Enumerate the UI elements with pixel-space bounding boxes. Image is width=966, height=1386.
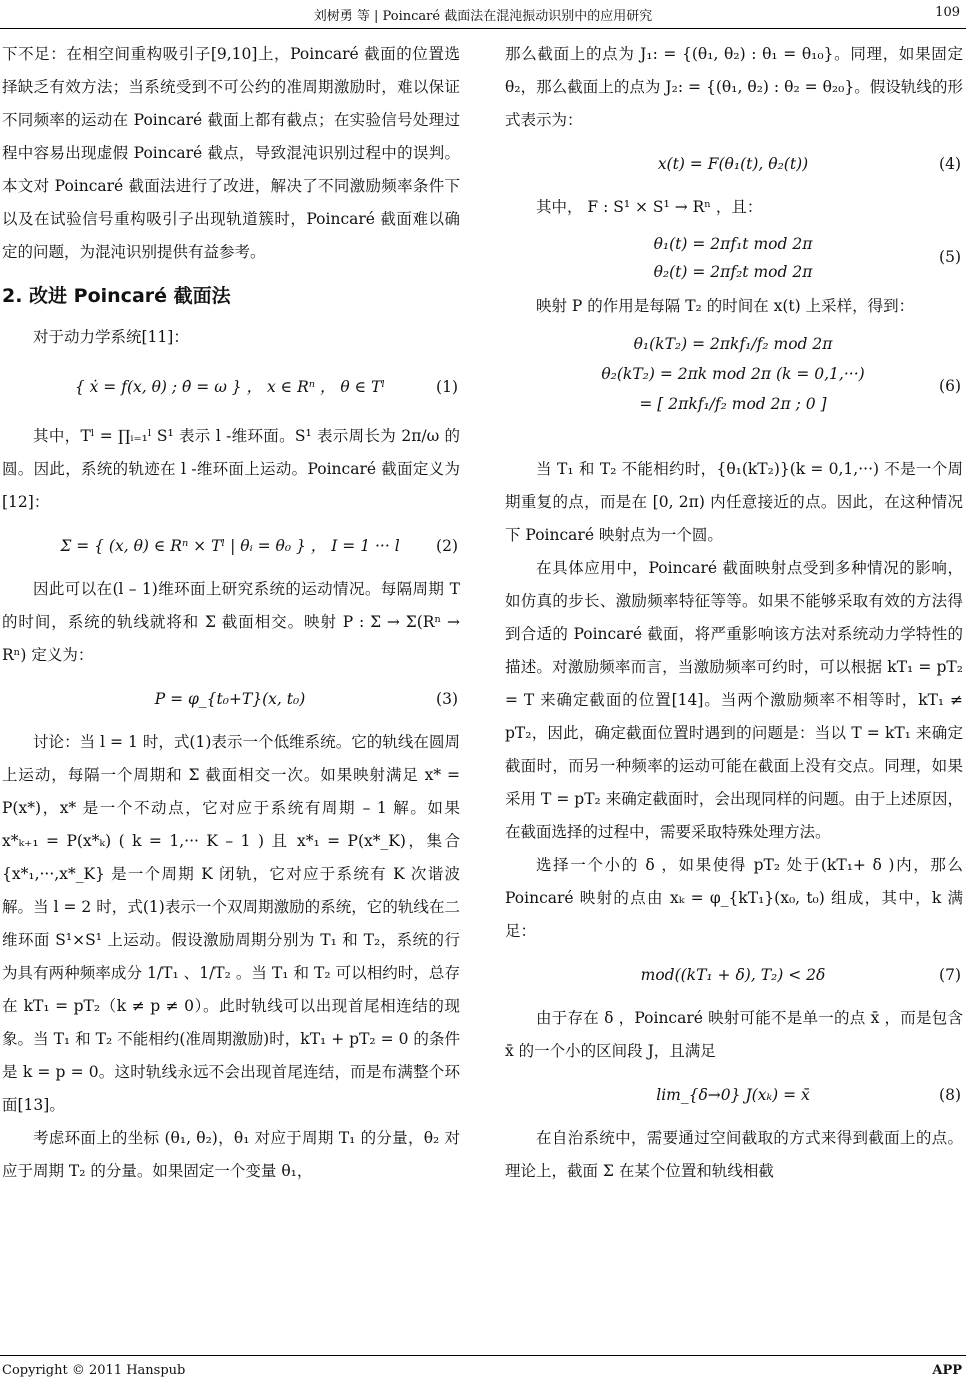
equation-2-body: Σ = { (x, θ) ∈ Rⁿ × Tˡ | θᵢ = θ₀ } ， I = 1 ··· l <box>60 537 400 555</box>
torus-paragraph: 其中，Tˡ = ∏ᵢ₌₁ˡ S¹ 表示 l -维环面。S¹ 表示周长为 2π/ω 的圆。因此，系统的轨迹在 l -维环面上运动。Poincaré 截面定义为[12]： <box>2 427 460 511</box>
equation-6-body <box>553 329 913 419</box>
equation-5-number: (5) <box>939 248 961 266</box>
application-paragraph: 在具体应用中，Poincaré 截面映射点受到多种情况的影响，如仿真的步长、激励频率特征等等。如果不能够采取有效的方法得到合适的 Poincaré 截面，将严重影响该方法对系统动力学特性的描述。对激励频率而言，当激励频率可约时，可以根据 kT₁ = pT₂ = T 来确定截面的位置[14]。当两个激励频率不相等时，kT₁ ≠ pT₂，因此，确定截面位置时遇到的问题是：当以 T = kT₁ 来确定截面时，而另一种频率的运动可能在截面上没有交点。同理，如果采用 T = pT₂ 来确定截面时，会出现同样的问题。由于上述原因，在截面选择的过程中，需要采取特殊处理方法。 <box>505 559 963 841</box>
mapping-definition: 其中， F : S¹ × S¹ → Rⁿ ，且： <box>536 198 763 216</box>
left-column <box>2 38 460 1188</box>
equation-6-row-3: = [ 2πkf₁/f₂ mod 2π ; 0 ] <box>639 395 827 413</box>
equation-5-body <box>553 230 913 286</box>
interval-paragraph: 由于存在 δ ，Poincaré 映射可能不是单一的点 x̄ ，而是包含 x̄ 的一个小的区间段 J，且满足 <box>505 1009 963 1060</box>
equation-7-number: (7) <box>939 966 961 984</box>
page-header <box>0 0 966 29</box>
equation-7 <box>505 948 963 1002</box>
autonomous-paragraph: 在自治系统中，需要通过空间截取的方式来得到截面上的点。理论上，截面 Σ 在某个位置和轨线相截 <box>505 1129 963 1180</box>
equation-7-body: mod((kT₁ + δ), T₂) < 2δ <box>640 966 826 984</box>
equation-6-row-1: θ₁(kT₂) = 2πkf₁/f₂ mod 2π <box>633 335 833 353</box>
section-title: 2. 改进 Poincaré 截面法 <box>2 285 231 307</box>
equation-4-number: (4) <box>939 155 961 173</box>
equation-2 <box>2 519 460 573</box>
right-column <box>505 38 963 1188</box>
equation-3-number: (3) <box>436 690 458 708</box>
equation-2-number: (2) <box>436 537 458 555</box>
running-title: 刘树勇 等 | Poincaré 截面法在混沌振动识别中的应用研究 <box>313 9 653 24</box>
equation-5-row-1: θ₁(t) = 2πf₁t mod 2π <box>653 235 813 253</box>
noncommensurate-paragraph: 当 T₁ 和 T₂ 不能相约时，{θ₁(kT₂)}(k = 0,1,···) 不是一个周期重复的点，而是在 [0, 2π) 内任意接近的点。因此，在这种情况下 Poincaré 映射点为一个圆。 <box>505 460 963 544</box>
sampling-paragraph: 映射 P 的作用是每隔 T₂ 的时间在 x(t) 上采样，得到： <box>536 297 915 315</box>
page-footer <box>0 1355 966 1386</box>
coordinates-paragraph: 考虑环面上的坐标 (θ₁, θ₂)，θ₁ 对应于周期 T₁ 的分量，θ₂ 对应于周期 T₂ 的分量。如果固定一个变量 θ₁， <box>2 1129 460 1180</box>
intro-paragraph: 下不足：在相空间重构吸引子[9,10]上，Poincaré 截面的位置选择缺乏有效方法；当系统受到不可公约的准周期激励时，难以保证不同频率的运动在 Poincaré 截面上都有截点；在实验信号处理过程中容易出现虚假 Poincaré 截点，导致混沌识别过程中的误判。本文对 Poincaré 截面法进行了改进，解决了不同激励频率条件下以及在试验信号重构吸引子出现轨道簇时，Poincaré 截面难以确定的问题，为混沌识别提供有益参考。 <box>2 45 460 261</box>
equation-6-number: (6) <box>939 377 961 395</box>
equation-6-row-2: θ₂(kT₂) = 2πk mod 2π (k = 0,1,···) <box>601 365 865 383</box>
equation-8 <box>505 1068 963 1122</box>
equation-8-body: lim_{δ→0} J(xₖ) = x̄ <box>656 1086 810 1104</box>
dynamics-intro: 对于动力学系统[11]： <box>33 328 189 346</box>
discussion-paragraph: 讨论：当 l = 1 时，式(1)表示一个低维系统。它的轨线在圆周上运动，每隔一个周期和 Σ 截面相交一次。如果映射满足 x* = P(x*)，x* 是一个不动点，它对应于系统有周期 – 1 解。如果 x*ₖ₊₁ = P(x*ₖ) ( k = 1,··· K – 1 ) 且 x*₁ = P(x*_K)，集合 {x*₁,···,x*_K} 是一个周期 K 闭轨，它对应于系统有 K 次谐波解。当 l = 2 时，式(1)表示一个双周期激励的系统，它的轨线在二维环面 S¹×S¹ 上运动。假设激励周期分别为 T₁ 和 T₂，系统的行为具有两种频率成分 1/T₁ 、1/T₂ 。当 T₁ 和 T₂ 可以相约时，总存在 kT₁ = pT₂（k ≠ p ≠ 0）。此时轨线可以出现首尾相连结的现象。当 T₁ 和 T₂ 不能相约(准周期激励)时，kT₁ + pT₂ = 0 的条件是 k = p = 0。这时轨线永远不会出现首尾连结，而是布满整个环面[13]。 <box>2 733 460 1114</box>
period-paragraph: 因此可以在(l – 1)维环面上研究系统的运动情况。每隔周期 T 的时间，系统的轨线就将和 Σ 截面相交。映射 P : Σ → Σ(Rⁿ → Rⁿ) 定义为： <box>2 580 460 664</box>
equation-3 <box>2 672 460 726</box>
equation-4 <box>505 137 963 191</box>
equation-8-number: (8) <box>939 1086 961 1104</box>
equation-5-row-2: θ₂(t) = 2πf₂t mod 2π <box>653 263 813 281</box>
equation-1-number: (1) <box>436 378 458 396</box>
page-number: 109 <box>935 5 960 20</box>
equation-4-body: x(t) = F(θ₁(t), θ₂(t)) <box>657 155 809 173</box>
equation-3-body: P = φ_{t₀+T}(x, t₀) <box>154 690 306 708</box>
delta-paragraph: 选择一个小的 δ ，如果使得 pT₂ 处于(kT₁+ δ )内，那么 Poincaré 映射的点由 xₖ = φ_{kT₁}(x₀, t₀) 组成，其中，k 满足： <box>505 856 963 940</box>
equation-1 <box>2 354 460 420</box>
equation-5 <box>505 224 963 290</box>
copyright-notice: Copyright © 2011 Hanspub <box>2 1363 186 1378</box>
section-points-paragraph: 那么截面上的点为 J₁: = {(θ₁, θ₂) : θ₁ = θ₁₀}。同理，如果固定 θ₂，那么截面上的点为 J₂: = {(θ₁, θ₂) : θ₂ = θ₂₀}。假设轨线的形式表示为： <box>505 45 963 129</box>
equation-1-body: { ẋ = f(x, θ) ; θ̇ = ω } ， x ∈ Rⁿ ， θ ∈ Tˡ <box>74 378 386 396</box>
journal-abbreviation: APP <box>932 1363 962 1378</box>
equation-6 <box>505 323 963 453</box>
